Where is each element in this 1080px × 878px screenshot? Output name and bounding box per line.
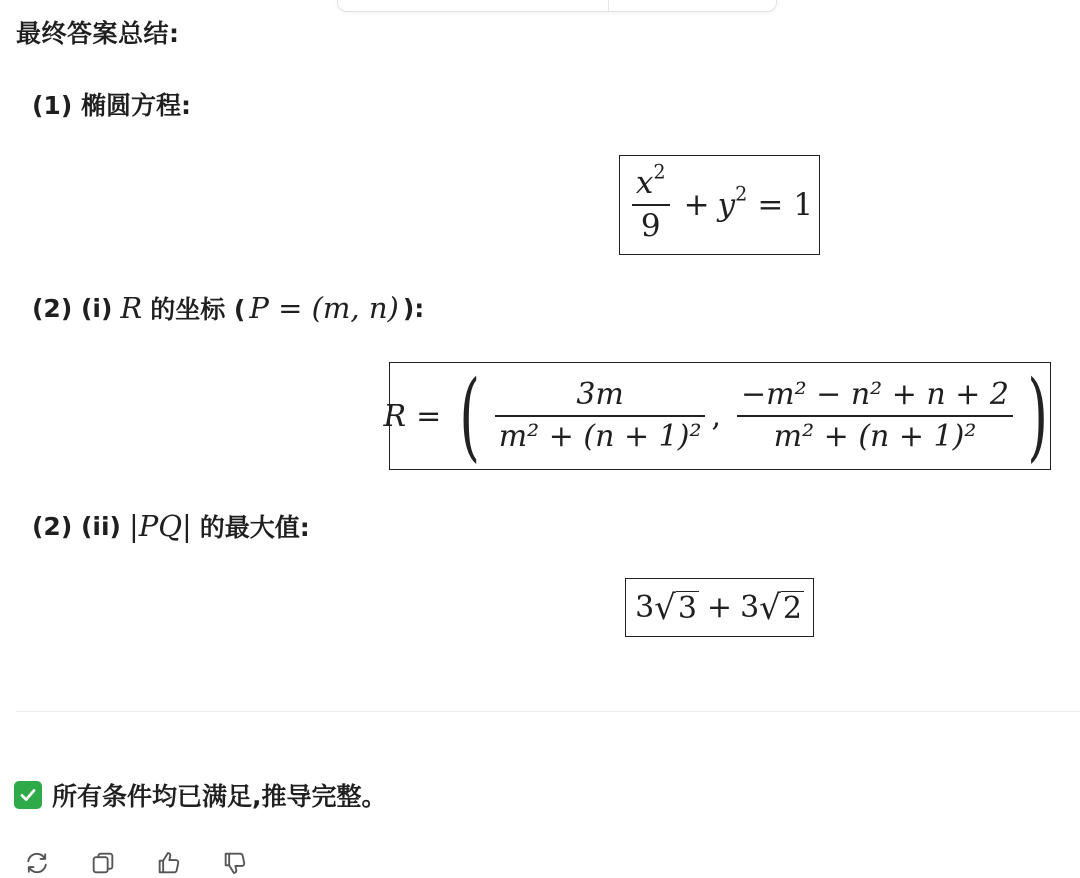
copy-button[interactable] [88, 848, 118, 878]
dislike-button[interactable] [220, 848, 250, 878]
message-actions [22, 848, 250, 878]
thumbs-down-icon [221, 849, 249, 877]
regenerate-button[interactable] [22, 848, 52, 878]
r-coordinate-box: R = ( $\frac{3m}{\text{m² + (n + 1)²}}$ , $\frac{\text{−m² − n² + n + 2}}{\text{m² + (n + 1)²}}$ ) [389, 362, 1051, 470]
copy-icon [89, 849, 117, 877]
part2i-label: (2) (i) R 的坐标 ( P = (m, n) ): [32, 291, 425, 325]
ellipse-equation-box: $\frac{x^2}{9}$ + $y^2$ = 1 [619, 155, 820, 255]
max-value-box: 3 √ 3 + 3 √ 2 [625, 578, 814, 637]
part2ii-label: (2) (ii) |PQ| 的最大值: [32, 509, 310, 543]
x-squared-over-9: $\frac{x^2}{9}$ [632, 166, 670, 245]
check-mark-icon [14, 781, 42, 809]
thumbs-up-icon [155, 849, 183, 877]
toolbar-divider [608, 0, 609, 11]
sqrt-2: √ 2 [759, 587, 802, 628]
floating-toolbar [337, 0, 777, 12]
refresh-icon [23, 849, 51, 877]
like-button[interactable] [154, 848, 184, 878]
conclusion [14, 777, 387, 813]
sqrt-3: √ 3 [654, 587, 697, 628]
conclusion-text: 所有条件均已满足,推导完整。 [52, 782, 387, 811]
answer-heading: 最终答案总结: [16, 19, 180, 48]
part1-label: (1) 椭圆方程: [32, 91, 191, 120]
r-x-fraction: $\frac{3m}{\text{m² + (n + 1)²}}$ [495, 378, 706, 455]
section-divider [16, 711, 1080, 712]
right-paren: ) [1027, 360, 1049, 472]
r-y-fraction: $\frac{\text{−m² − n² + n + 2}}{\text{m² + (n + 1)²}}$ [737, 378, 1013, 455]
left-paren: ( [459, 360, 481, 472]
